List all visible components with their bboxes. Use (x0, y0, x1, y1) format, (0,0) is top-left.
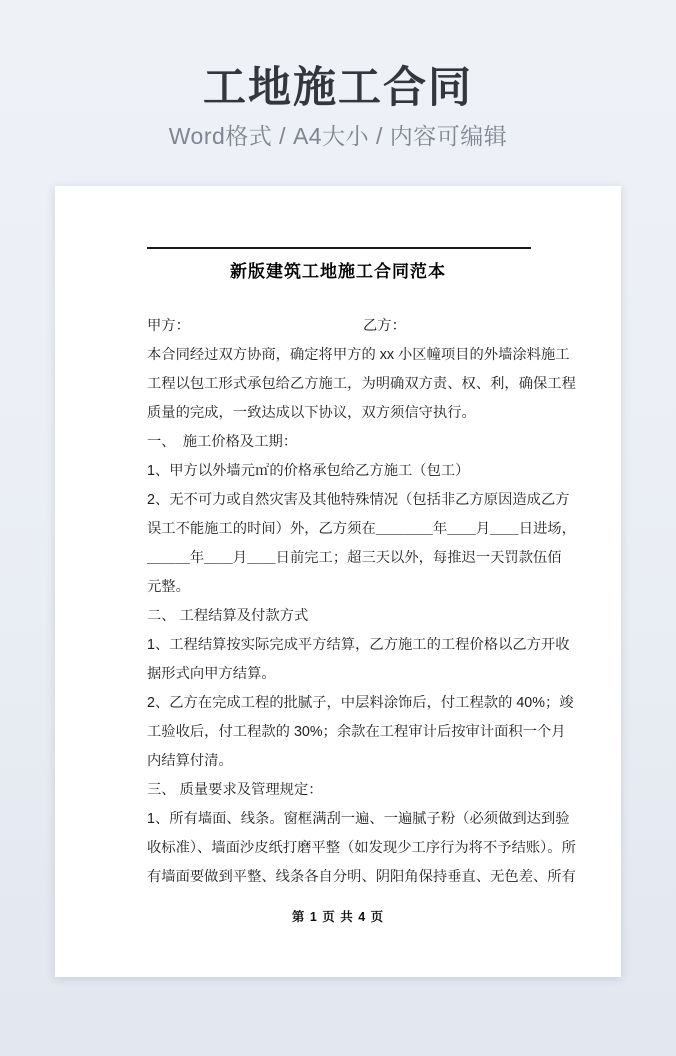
party-a-label: 甲方： (147, 318, 190, 334)
contract-line: 1、甲方以外墙元㎡的价格承包给乙方施工（包工） (147, 463, 470, 479)
contract-line: 二、 工程结算及付款方式 (147, 608, 309, 624)
title-divider (147, 247, 531, 249)
contract-line: 收标准）、墙面沙皮纸打磨平整（如发现少工序行为将不予结账）。所 (147, 840, 576, 856)
party-b-label: 乙方： (363, 318, 406, 334)
contract-line: 工程以包工形式承包给乙方施工，为明确双方责、权、利，确保工程 (147, 376, 576, 392)
contract-line: 误工不能施工的时间）外，乙方须在＿＿＿＿年＿＿月＿＿日进场， (147, 521, 576, 537)
party-row (147, 312, 531, 341)
template-title: 工地施工合同 (203, 64, 473, 112)
template-subtitle: Word格式 / A4大小 / 内容可编辑 (168, 123, 508, 149)
contract-line: ＿＿＿年＿＿月＿＿日前完工；超三天以外，每推迟一天罚款伍佰 (147, 550, 562, 566)
contract-line: 内结算付清。 (147, 753, 233, 769)
contract-line: 2、无不可力或自然灾害及其他特殊情况（包括非乙方原因造成乙方 (147, 492, 570, 508)
contract-line: 工验收后，付工程款的 30%；余款在工程审计后按审计面积一个月 (147, 724, 566, 740)
contract-line: 有墙面要做到平整、线条各自分明、阴阳角保持垂直、无色差、所有 (147, 869, 576, 885)
contract-line: 三、 质量要求及管理规定： (147, 782, 323, 798)
contract-line: 1、所有墙面、线条。窗框满刮一遍、一遍腻子粉（必须做到达到验 (147, 811, 570, 827)
contract-line: 据形式向甲方结算。 (147, 666, 276, 682)
contract-title: 新版建筑工地施工合同范本 (230, 262, 446, 281)
page-number: 第 1 页 共 4 页 (291, 910, 385, 924)
contract-line: 2、乙方在完成工程的批腻子，中层料涂饰后，付工程款的 40%；竣 (147, 695, 574, 711)
contract-line: 1、工程结算按实际完成平方结算，乙方施工的工程价格以乙方开收 (147, 637, 570, 653)
contract-line: 质量的完成，一致达成以下协议，双方须信守执行。 (147, 405, 476, 421)
document-page (55, 186, 621, 977)
contract-body (147, 312, 576, 892)
contract-line: 一、 施工价格及工期： (147, 434, 298, 450)
contract-line: 元整。 (147, 579, 190, 595)
contract-line: 本合同经过双方协商，确定将甲方的 xx 小区幢项目的外墙涂料施工 (147, 347, 570, 363)
